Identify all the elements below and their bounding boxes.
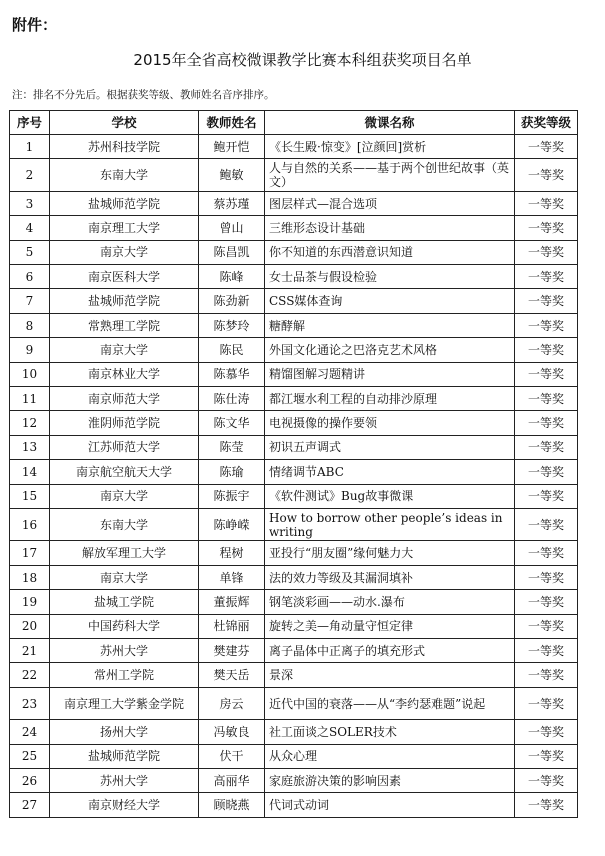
cell-teacher: 鲍开恺 [199,135,265,159]
cell-number: 3 [10,191,50,215]
cell-course: 社工面谈之SOLER技术 [265,720,515,744]
cell-number: 8 [10,313,50,337]
cell-course: 初识五声调式 [265,435,515,459]
cell-award: 一等奖 [515,484,578,508]
cell-teacher: 陈文华 [199,411,265,435]
cell-number: 19 [10,590,50,614]
cell-teacher: 陈瑜 [199,460,265,484]
cell-school: 苏州大学 [50,769,199,793]
cell-award: 一等奖 [515,411,578,435]
table-row [10,135,578,159]
cell-award: 一等奖 [515,663,578,687]
cell-course: 近代中国的衰落——从“李约瑟难题”说起 [265,687,515,720]
cell-number: 5 [10,240,50,264]
cell-course: 女士品茶与假设检验 [265,265,515,289]
cell-award: 一等奖 [515,744,578,768]
table-row [10,541,578,565]
table-row [10,265,578,289]
cell-school: 江苏师范大学 [50,435,199,459]
cell-award: 一等奖 [515,265,578,289]
cell-number: 17 [10,541,50,565]
cell-teacher: 陈峥嵘 [199,508,265,541]
table-row [10,289,578,313]
cell-school: 南京大学 [50,484,199,508]
cell-course: 人与自然的关系——基于两个创世纪故事（英文） [265,159,515,192]
cell-teacher: 蔡苏瑾 [199,191,265,215]
cell-course: 《长生殿·惊变》[泣颜回]赏析 [265,135,515,159]
cell-teacher: 房云 [199,687,265,720]
cell-course: 情绪调节ABC [265,460,515,484]
cell-course: 钢笔淡彩画——动水.瀑布 [265,590,515,614]
cell-award: 一等奖 [515,362,578,386]
table-header-row [10,111,578,135]
cell-award: 一等奖 [515,614,578,638]
cell-award: 一等奖 [515,639,578,663]
table-row [10,216,578,240]
table-row [10,313,578,337]
cell-teacher: 樊天岳 [199,663,265,687]
table-row [10,159,578,192]
cell-teacher: 樊建芬 [199,639,265,663]
cell-award: 一等奖 [515,590,578,614]
cell-teacher: 陈仕涛 [199,387,265,411]
table-row [10,338,578,362]
header-school: 学校 [50,111,199,135]
table-row [10,484,578,508]
cell-course: 都江堰水利工程的自动排沙原理 [265,387,515,411]
cell-course: 糖酵解 [265,313,515,337]
cell-course: 精馏图解习题精讲 [265,362,515,386]
cell-award: 一等奖 [515,435,578,459]
cell-school: 南京大学 [50,240,199,264]
cell-number: 1 [10,135,50,159]
header-course: 微课名称 [265,111,515,135]
cell-award: 一等奖 [515,508,578,541]
document-title: 2015年全省高校微课教学比赛本科组获奖项目名单 [133,51,472,69]
cell-teacher: 陈振宇 [199,484,265,508]
cell-course: 外国文化通论之巴洛克艺术风格 [265,338,515,362]
cell-award: 一等奖 [515,541,578,565]
cell-award: 一等奖 [515,338,578,362]
cell-course: 图层样式—混合选项 [265,191,515,215]
cell-award: 一等奖 [515,191,578,215]
cell-course: 法的效力等级及其漏洞填补 [265,565,515,589]
table-row [10,590,578,614]
table-body [10,135,578,818]
table-row [10,387,578,411]
cell-teacher: 高丽华 [199,769,265,793]
attachment-label: 附件： [12,16,58,34]
cell-teacher: 陈民 [199,338,265,362]
cell-number: 22 [10,663,50,687]
cell-number: 9 [10,338,50,362]
cell-school: 苏州大学 [50,639,199,663]
cell-course: 你不知道的东西潜意识知道 [265,240,515,264]
cell-award: 一等奖 [515,216,578,240]
header-teacher: 教师姓名 [199,111,265,135]
cell-school: 东南大学 [50,508,199,541]
cell-number: 6 [10,265,50,289]
cell-award: 一等奖 [515,240,578,264]
table-row [10,793,578,817]
cell-course: CSS媒体查询 [265,289,515,313]
cell-school: 淮阴师范学院 [50,411,199,435]
cell-teacher: 曾山 [199,216,265,240]
table-row [10,435,578,459]
award-table [9,110,578,818]
table-row [10,460,578,484]
cell-school: 南京林业大学 [50,362,199,386]
cell-teacher: 杜锦丽 [199,614,265,638]
cell-teacher: 伏干 [199,744,265,768]
table-row [10,744,578,768]
cell-teacher: 冯敏良 [199,720,265,744]
cell-teacher: 程树 [199,541,265,565]
table-row [10,663,578,687]
cell-number: 16 [10,508,50,541]
cell-school: 盐城师范学院 [50,191,199,215]
cell-number: 26 [10,769,50,793]
cell-award: 一等奖 [515,793,578,817]
cell-course: 家庭旅游决策的影响因素 [265,769,515,793]
table-row [10,687,578,720]
table-row [10,240,578,264]
cell-number: 25 [10,744,50,768]
cell-award: 一等奖 [515,289,578,313]
cell-award: 一等奖 [515,313,578,337]
cell-course: 代词式动词 [265,793,515,817]
cell-award: 一等奖 [515,565,578,589]
cell-number: 20 [10,614,50,638]
cell-school: 南京医科大学 [50,265,199,289]
cell-teacher: 鲍敏 [199,159,265,192]
cell-course: 《软件测试》Bug故事微课 [265,484,515,508]
cell-school: 盐城师范学院 [50,289,199,313]
cell-teacher: 陈莹 [199,435,265,459]
cell-award: 一等奖 [515,687,578,720]
cell-course: 景深 [265,663,515,687]
cell-number: 21 [10,639,50,663]
cell-school: 盐城师范学院 [50,744,199,768]
header-number: 序号 [10,111,50,135]
cell-course: 亚投行“朋友圈”缘何魅力大 [265,541,515,565]
cell-teacher: 陈昌凯 [199,240,265,264]
cell-number: 10 [10,362,50,386]
cell-school: 南京财经大学 [50,793,199,817]
cell-course: 三维形态设计基础 [265,216,515,240]
cell-award: 一等奖 [515,720,578,744]
document-note: 注：排名不分先后。根据获奖等级、教师姓名音序排序。 [12,89,275,101]
table-row [10,508,578,541]
cell-number: 24 [10,720,50,744]
cell-award: 一等奖 [515,159,578,192]
cell-school: 常熟理工学院 [50,313,199,337]
table-row [10,565,578,589]
cell-course: 离子晶体中正离子的填充形式 [265,639,515,663]
cell-award: 一等奖 [515,135,578,159]
cell-number: 2 [10,159,50,192]
table-row [10,769,578,793]
cell-teacher: 陈劲新 [199,289,265,313]
cell-school: 解放军理工大学 [50,541,199,565]
cell-course: 旋转之美—角动量守恒定律 [265,614,515,638]
cell-school: 扬州大学 [50,720,199,744]
cell-number: 4 [10,216,50,240]
cell-school: 南京航空航天大学 [50,460,199,484]
cell-school: 南京理工大学 [50,216,199,240]
cell-number: 13 [10,435,50,459]
cell-number: 15 [10,484,50,508]
table-row [10,639,578,663]
table-row [10,362,578,386]
cell-number: 12 [10,411,50,435]
cell-number: 7 [10,289,50,313]
cell-course: 从众心理 [265,744,515,768]
cell-school: 南京大学 [50,565,199,589]
table-row [10,411,578,435]
table-row [10,614,578,638]
cell-course: 电视摄像的操作要领 [265,411,515,435]
cell-number: 11 [10,387,50,411]
cell-award: 一等奖 [515,460,578,484]
cell-teacher: 陈梦玲 [199,313,265,337]
cell-school: 常州工学院 [50,663,199,687]
cell-number: 14 [10,460,50,484]
cell-school: 南京大学 [50,338,199,362]
cell-teacher: 单锋 [199,565,265,589]
cell-award: 一等奖 [515,769,578,793]
cell-school: 南京理工大学紫金学院 [50,687,199,720]
cell-school: 南京师范大学 [50,387,199,411]
cell-school: 苏州科技学院 [50,135,199,159]
cell-number: 27 [10,793,50,817]
cell-teacher: 董振辉 [199,590,265,614]
table-row [10,191,578,215]
cell-number: 18 [10,565,50,589]
cell-teacher: 陈慕华 [199,362,265,386]
cell-school: 盐城工学院 [50,590,199,614]
cell-course: How to borrow other people’s ideas in writing [265,508,515,541]
cell-award: 一等奖 [515,387,578,411]
cell-school: 中国药科大学 [50,614,199,638]
cell-teacher: 顾晓燕 [199,793,265,817]
cell-school: 东南大学 [50,159,199,192]
cell-teacher: 陈峰 [199,265,265,289]
cell-number: 23 [10,687,50,720]
header-award: 获奖等级 [515,111,578,135]
table-row [10,720,578,744]
